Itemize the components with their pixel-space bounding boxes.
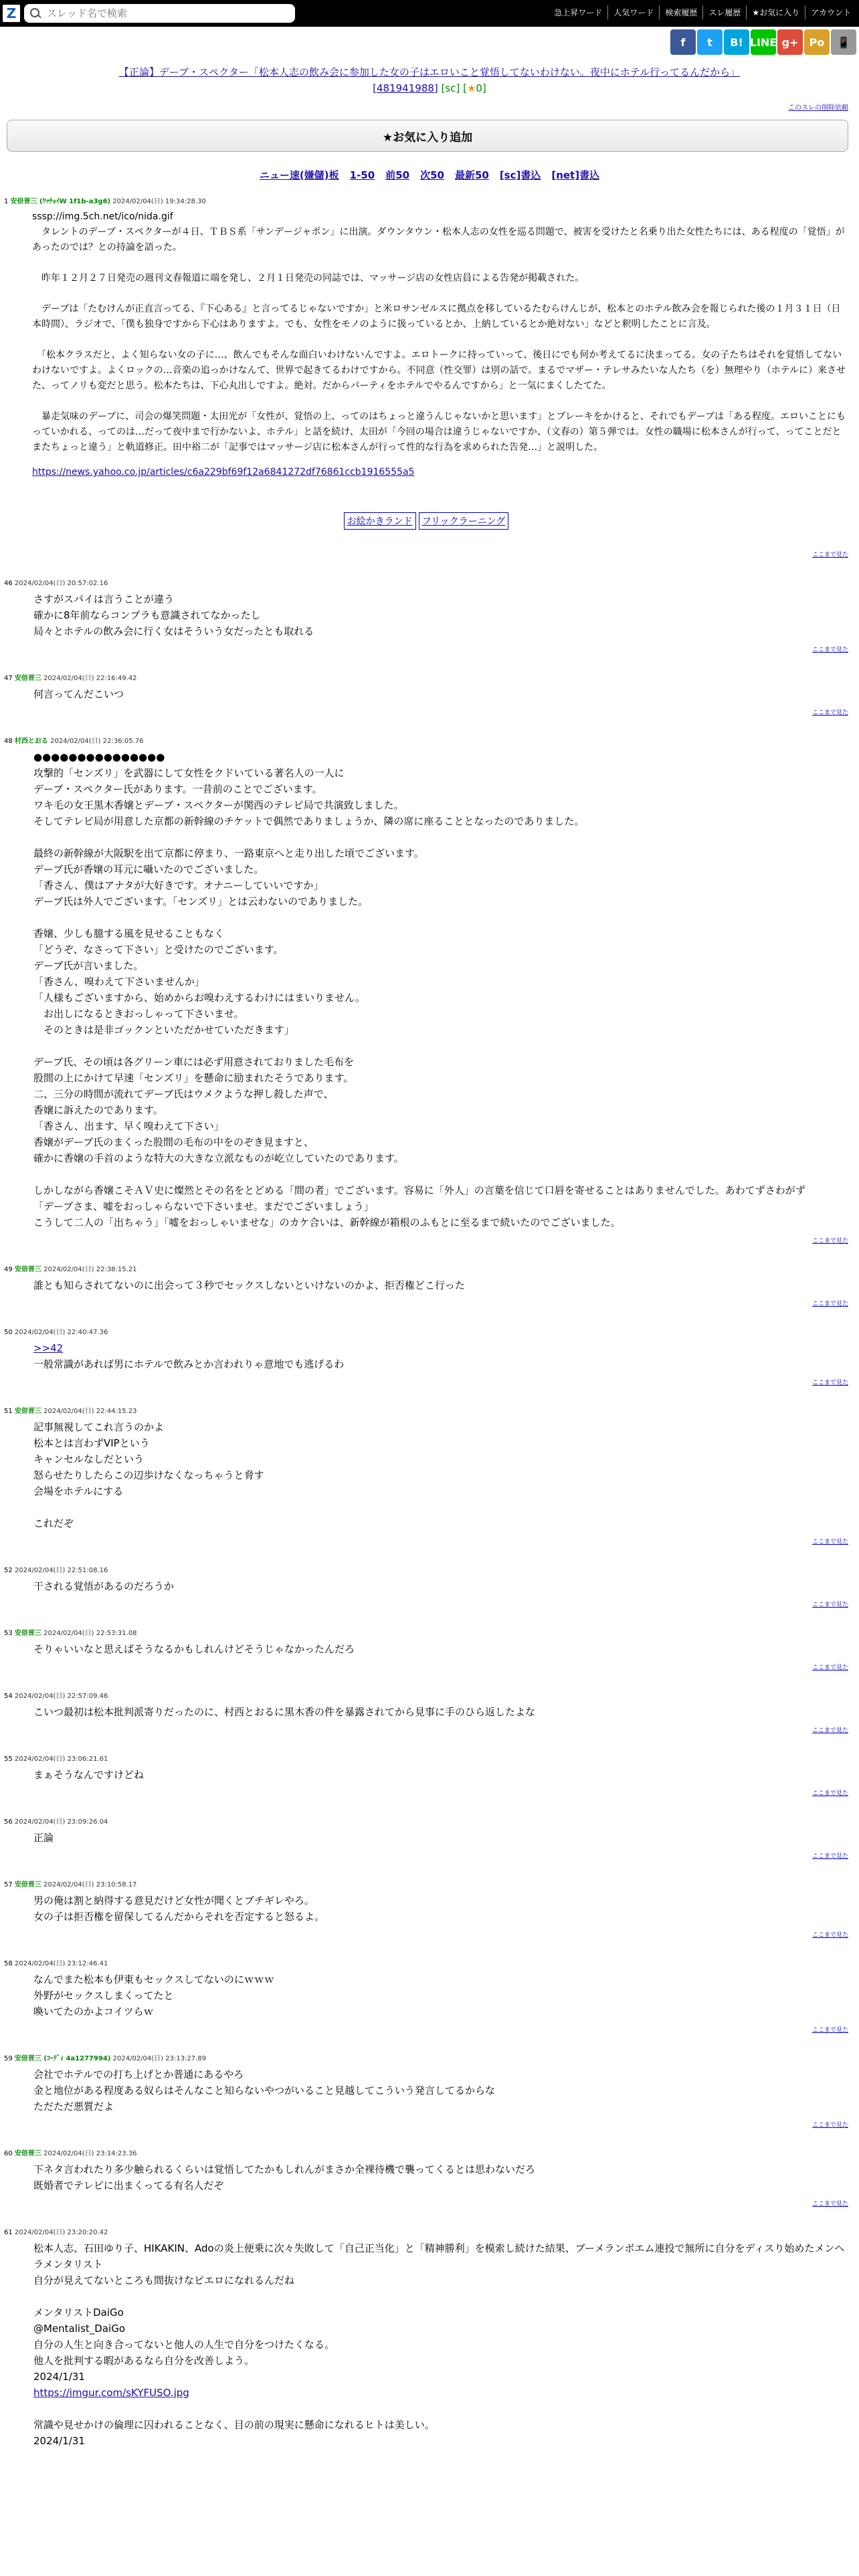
thread-title bbox=[40, 64, 819, 96]
post-date: 2024/02/04(日) 23:10:58.17 bbox=[43, 1881, 137, 1889]
sc-link[interactable]: [sc] bbox=[441, 82, 460, 94]
here-link[interactable]: ここまで見た bbox=[812, 552, 848, 558]
post-header bbox=[4, 1263, 848, 1273]
reply-anchor[interactable]: >>42 bbox=[33, 1342, 64, 1354]
post-body: さすがスパイは言うことが違う 確かに8年前ならコンプラも意識されてなかったし 局々とホテルの飲み会に行く女はそういう女だったとも取れる bbox=[33, 593, 314, 637]
nav-link[interactable]: 最新50 bbox=[454, 169, 489, 181]
post bbox=[4, 577, 848, 653]
here-marker bbox=[4, 645, 848, 653]
post bbox=[4, 1564, 848, 1608]
post-date: 2024/02/04(日) 23:14:23.36 bbox=[43, 2150, 137, 2157]
here-marker bbox=[4, 1600, 848, 1608]
nav-link[interactable]: ニュー速(嫌儲)板 bbox=[259, 169, 339, 181]
post-date: 2024/02/04(日) 22:51:08.16 bbox=[14, 1567, 108, 1574]
thread-id[interactable]: [481941988] bbox=[373, 82, 438, 94]
post-body: 誰とも知らされてないのに出会って３秒でセックスしないといけないのかよ、拒否権どこ行った bbox=[33, 1279, 465, 1291]
post-date: 2024/02/04(日) 22:44:15.23 bbox=[43, 1408, 137, 1415]
post-name: 安倍晋三 bbox=[14, 1630, 41, 1637]
post-number[interactable]: 60 bbox=[4, 2150, 13, 2157]
top-nav bbox=[549, 5, 856, 19]
top-bar bbox=[0, 0, 859, 27]
post-number[interactable]: 50 bbox=[4, 1329, 13, 1336]
here-marker bbox=[4, 2199, 848, 2208]
post-body: 会社でホテルでの打ち上げとか普通にあるやろ 金と地位がある程度ある奴らはそんなこと知らないやつがいること見越してこういう発言してるからな ただただ悪質だよ bbox=[33, 2068, 496, 2113]
post-number[interactable]: 58 bbox=[4, 1960, 13, 1967]
post-number[interactable]: 54 bbox=[4, 1693, 13, 1700]
post-body: 男の俺は割と納得する意見だけど女性が聞くとブチギレやろ。 女の子は拒否権を留保してるんだからそれを否定すると怒るよ。 bbox=[33, 1895, 325, 1923]
post bbox=[4, 1690, 848, 1734]
rate-open: [ bbox=[463, 82, 467, 94]
post bbox=[4, 1816, 848, 1860]
post-header bbox=[4, 1326, 848, 1336]
post-body: 何言ってんだこいつ bbox=[33, 688, 124, 700]
post-date: 2024/02/04(日) 23:20:20.42 bbox=[14, 2229, 108, 2236]
post-number[interactable]: 53 bbox=[4, 1630, 13, 1637]
post-date: 2024/02/04(日) 23:12:46.41 bbox=[14, 1960, 108, 1967]
top-nav-item[interactable]: 検索履歴 bbox=[659, 5, 702, 19]
here-marker bbox=[4, 1537, 848, 1545]
post-body: sssp://img.5ch.net/ico/nida.gif タレントのデーブ・スペクターが４日、ＴＢＳ系「サンデージャポン」に出演。ダウンタウン・松本人志の女性を巡る問題で、被害を受けたと名乗り出た女性たちには、ある程度の「覚悟」があったのでは？との持論を語った。 昨年１２月２７日発売の週刊文春報道に端を発し、２月１日発売の同誌では、マッサージ店の女性店員による告発が掲載された。 デーブは「たむけんが正直言ってる、『下心ある』と言ってるじゃないですか」と米ロサンゼルスに拠点を移しているたむらけんじが、松本とのホテル飲み会を報じられた後の１月３１日（日本時間）、ラジオで、「僕も独身ですから下心はありますよ。でも、女性をモノのように扱っているとか、上納しているとか絶対ない」などと釈明したことに言及。 「松本クラスだと、よく知らない女の子に…、飲んでもそんな面白いわけないんですよ。エロトークに持っていって、後日にでも何か考えてるに決まってる。女の子たちはそれを覚悟してないわけないですよ。よくロックの…音楽の追っかけなんて、世界で起きてるわけですから。不同意（性交罪）は別の話で。まるでマザー・テレサみたいな人たち（を）無理やり（ホテルに）来させた、ってノリも変だと思う。松本たちは、下心丸出しですよ。絶対。だからパーティをホテルでやるんですから」と一気にまくしたてた。 暴走気味のデーブに、司会の爆笑問題・太田光が「女性が、覚悟の上、ってのはちょっと違うんじゃないかと思います」とブレーキをかけると、それでもデーブは「ある程度。エロいことにもっていかれる、ってのは…だって夜中まで行かないよ、ホテル」と話を続け、太田が「今回の場合は違うじゃないですか、（文春の）第５弾では。女性の職場に松本さんが行って、ってことだとまたちょっと違う」と軌道修正。田中裕二が「記事ではマッサージ店に松本さんが行って性的な行為を求められた告発…」と説明した。 bbox=[32, 211, 846, 453]
post-body: 干される覚悟があるのだろうか bbox=[33, 1580, 175, 1592]
nav-link[interactable]: [net]書込 bbox=[551, 169, 600, 181]
here-link[interactable]: ここまで見た bbox=[812, 1238, 848, 1245]
delete-request-link[interactable]: このスレの削除依頼 bbox=[788, 104, 848, 112]
post-header bbox=[4, 1957, 848, 1967]
post bbox=[4, 1753, 848, 1797]
post-date: 2024/02/04(日) 22:57:09.46 bbox=[14, 1693, 108, 1700]
post-date: 2024/02/04(日) 22:38:15.21 bbox=[43, 1266, 137, 1273]
post-body: こいつ最初は松本批判派寄りだったのに、村西とおるに黒木香の件を暴露されてから見事に手のひら返したよな bbox=[33, 1706, 536, 1718]
share-button-icon[interactable]: f bbox=[670, 29, 696, 55]
post bbox=[4, 1263, 848, 1307]
post-date: 2024/02/04(日) 20:57:02.16 bbox=[14, 580, 108, 587]
nav-link[interactable]: 次50 bbox=[420, 169, 444, 181]
share-button-icon[interactable]: LINE bbox=[751, 29, 776, 55]
here-link[interactable]: ここまで見た bbox=[812, 1853, 848, 1860]
here-marker bbox=[4, 2120, 848, 2129]
here-link[interactable]: ここまで見た bbox=[812, 1727, 848, 1734]
post-header bbox=[4, 1405, 848, 1415]
post-header bbox=[4, 2226, 848, 2236]
top-nav-item[interactable]: スレ履歴 bbox=[702, 5, 746, 19]
here-link[interactable]: ここまで見た bbox=[812, 1665, 848, 1671]
post-body: >>42 一般常識があれば男にホテルで飲みとか言われりゃ意地でも逃げるわ bbox=[33, 1342, 345, 1370]
post-number[interactable]: 59 bbox=[4, 2055, 13, 2062]
post bbox=[4, 735, 848, 1245]
here-link[interactable]: ここまで見た bbox=[812, 1932, 848, 1939]
here-marker bbox=[4, 550, 848, 558]
share-button-icon[interactable]: t bbox=[697, 29, 723, 55]
here-link[interactable]: ここまで見た bbox=[812, 2027, 848, 2034]
share-button-icon[interactable]: Po bbox=[804, 29, 830, 55]
here-link[interactable]: ここまで見た bbox=[812, 2122, 848, 2129]
rate-close: ] bbox=[482, 82, 486, 94]
post-header bbox=[4, 195, 848, 205]
here-link[interactable]: ここまで見た bbox=[812, 710, 848, 716]
post-date: 2024/02/04(日) 23:09:26.04 bbox=[14, 1818, 108, 1826]
post-name: 安倍晋三 (ﾜｯﾁｮｲW 1f1b-a3g6) bbox=[10, 198, 111, 205]
post-name: 村西とおる bbox=[14, 738, 48, 745]
top-nav-item[interactable]: 急上昇ワード bbox=[554, 8, 603, 17]
search-icon bbox=[29, 7, 41, 19]
post bbox=[4, 1879, 848, 1939]
here-link[interactable]: ここまで見た bbox=[812, 1539, 848, 1545]
star-icon: ★ bbox=[466, 82, 476, 94]
here-link[interactable]: ここまで見た bbox=[812, 1602, 848, 1608]
thread-nav bbox=[0, 168, 859, 182]
post-header bbox=[4, 577, 848, 587]
ad-banner[interactable]: フリックラーニング bbox=[419, 512, 509, 530]
post-header bbox=[4, 1753, 848, 1763]
here-link[interactable]: ここまで見た bbox=[812, 2201, 848, 2208]
nav-link[interactable]: 1-50 bbox=[349, 169, 375, 181]
post-header bbox=[4, 1564, 848, 1574]
post bbox=[4, 1326, 848, 1386]
here-link[interactable]: ここまで見た bbox=[812, 647, 848, 653]
thread-title-link[interactable]: 【正論】デーブ・スペクター「松本人志の飲み会に参加した女の子はエロいこと覚悟してないわけない。夜中にホテル行ってるんだから」 bbox=[118, 66, 741, 78]
post-header bbox=[4, 1627, 848, 1637]
here-marker bbox=[4, 2025, 848, 2034]
share-buttons bbox=[0, 27, 859, 58]
post-date: 2024/02/04(日) 22:53:31.08 bbox=[43, 1630, 137, 1637]
search-box[interactable] bbox=[24, 4, 295, 23]
post-body: 正論 bbox=[33, 1832, 54, 1844]
post-date: 2024/02/04(日) 19:34:28.30 bbox=[112, 198, 206, 205]
post-header bbox=[4, 1690, 848, 1700]
top-nav-item[interactable]: ★お気に入り bbox=[746, 5, 805, 19]
here-marker bbox=[4, 1236, 848, 1245]
post-body: なんでまた松本も伊東もセックスしてないのにｗｗｗ 外野がセックスしまくってたと 喚いてたのかよコイツらｗ bbox=[33, 1973, 274, 2018]
post-body: 記事無視してこれ言うのかよ 松本とは言わずVIPという キャンセルなしだという 怒らせたりしたらこの辺歩けなくなっちゃうと脅す 会場をホテルにする これだぞ bbox=[33, 1421, 264, 1529]
here-marker bbox=[4, 1725, 848, 1734]
post-date: 2024/02/04(日) 23:13:27.89 bbox=[112, 2055, 207, 2062]
post-date: 2024/02/04(日) 23:06:21.61 bbox=[14, 1755, 108, 1763]
search-input[interactable] bbox=[45, 7, 289, 20]
ad-row bbox=[4, 512, 848, 530]
post-date: 2024/02/04(日) 22:16:49.42 bbox=[43, 675, 137, 682]
post-number[interactable]: 57 bbox=[4, 1881, 13, 1889]
here-link[interactable]: ここまで見た bbox=[812, 1790, 848, 1797]
here-marker bbox=[4, 1788, 848, 1797]
post bbox=[4, 1405, 848, 1545]
post-name: 安倍晋三 (ｺｰﾃﾞｨ 4a1277994) bbox=[14, 2055, 111, 2062]
post-name: 安倍晋三 bbox=[14, 675, 41, 682]
here-marker bbox=[4, 1662, 848, 1671]
post-number[interactable]: 61 bbox=[4, 2229, 13, 2236]
post bbox=[4, 672, 848, 716]
post-number[interactable]: 46 bbox=[4, 580, 13, 587]
post-name: 安倍晋三 bbox=[14, 1408, 41, 1415]
post-name: 安倍晋三 bbox=[14, 2150, 41, 2157]
post-date: 2024/02/04(日) 22:40:47.36 bbox=[14, 1329, 108, 1336]
favorite-button[interactable]: ★お気に入り追加 bbox=[7, 120, 848, 152]
nav-link[interactable]: 前50 bbox=[385, 169, 410, 181]
post-list bbox=[0, 550, 859, 2449]
post-header bbox=[4, 1879, 848, 1889]
post-number[interactable]: 55 bbox=[4, 1755, 13, 1763]
post-body: 松本人志、石田ゆり子、HIKAKIN、Adoの炎上便乗に次々失敗して「自己正当化」と「精神勝利」を模索し続けた結果、ブーメランボエム連投で無所に自分をディスり始めたメンヘラメンタリスト 自分が見えてないところも間抜けなピエロになれるんだね メンタリストDaiGo @Mentalist_DaiGo 自分の人生と向き合ってないと他人の人生で自分をつけたくなる。 他人を批判する暇があるなら自分を改善しよう。 2024/1/31 https://imgur.com/sKYFUSO.jpg 常識や見せかけの倫理に囚われることなく、目の前の現実に懸命になれるヒトは美しい。 2024/1/31 bbox=[33, 2242, 845, 2447]
post-name: 安倍晋三 bbox=[14, 1881, 41, 1889]
site-logo[interactable]: Z bbox=[3, 5, 20, 22]
image-link[interactable]: https://imgur.com/sKYFUSO.jpg bbox=[33, 2387, 189, 2399]
nav-link[interactable]: [sc]書込 bbox=[499, 169, 541, 181]
post-number[interactable]: 52 bbox=[4, 1567, 13, 1574]
here-marker bbox=[4, 708, 848, 716]
share-button-icon[interactable]: 📱 bbox=[831, 29, 856, 55]
article-link[interactable]: https://news.yahoo.co.jp/articles/c6a229bf69f12a6841272df76861ccb1916555a5 bbox=[32, 467, 415, 477]
post-body: ●●●●●●●●●●●●●●● 攻撃的「センズリ」を武器にして女性をクドいている著名人の一人に デーブ・スペクター氏があります。一昔前のことでございます。 ワキ毛の女王黒木香嬢とデーブ・スペクターが関西のテレビ局で共演致しました。 そしてテレビ局が用意した京都の新幹線のチケットで偶然でありましょうか、隣の席に座ることとなったのでありました。 最終の新幹線が大阪駅を出て京都に停まり、一路東京へと走り出した頃でございます。 デーブ氏が香嬢の耳元に囁いたのでございました。 「香さん、僕はアナタが大好きです。オナニーしていいですか」 デーブ氏は外人でございます。「センズリ」とは云わないのでありました。 香嬢、少しも臆する風を見せることもなく 「どうぞ、なさって下さい」と受けたのでございます。 デーブ氏が言いました。 「香さん、嗅わえて下さいませんか」 「人様もございますから、始めからお嗅わえするわけにはまいりません。 お出しになるときおっしゃって下さいませ。 そのときは是非ゴックンといただかせていただきます」 デーブ氏、その頃は各グリーン車には必ず用意されておりました毛布を 股間の上にかけて早速「センズリ」を懸命に励まれたそうであります。 二、三分の時間が流れてデーブ氏はウメクような押し殺した声で、 香嬢に訴えたのであります。 「香さん、出ます、早く嗅わえて下さい」 香嬢がデーブ氏のまくった股間の毛布の中をのぞき見ますと、 確かに香嬢の手首のような特大の大きな立派なものが屹立していたのであります。 しかしながら香嬢こそＡＶ史に燦然とその名をとどめる「間の者」でございます。容易に「外人」の言葉を信じて口唇を寄せることはありませんでした。あわてずさわがず 「デーブさま、嘘をおっしゃらないで下さいませ。まだでございましょう」 こうして二人の「出ちゃう」「嘘をおっしゃいませな」のカケ合いは、新幹線が箱根のふもとに至るまで続いたのでございました。 bbox=[33, 751, 805, 1228]
post-body: まぁそうなんですけどね bbox=[33, 1769, 145, 1781]
post-header bbox=[4, 735, 848, 745]
share-button-icon[interactable]: B! bbox=[724, 29, 749, 55]
post-header bbox=[4, 1816, 848, 1826]
post-body: 下ネタ言われたり多少触られるくらいは覚悟してたかもしれんがまさか全裸待機で襲ってくるとは思わないだろ 既婚者でテレビに出まくってる有名人だぞ bbox=[33, 2163, 536, 2191]
post-number[interactable]: 47 bbox=[4, 675, 13, 682]
post-name: 安倍晋三 bbox=[14, 1266, 41, 1273]
post-header bbox=[4, 2052, 848, 2062]
top-nav-item[interactable]: 人気ワード bbox=[607, 5, 659, 19]
post bbox=[4, 2226, 848, 2449]
here-marker bbox=[4, 1378, 848, 1386]
post bbox=[4, 2147, 848, 2208]
post-header bbox=[4, 2147, 848, 2157]
top-nav-item[interactable]: アカウント bbox=[805, 5, 856, 19]
post bbox=[4, 2052, 848, 2129]
post-number[interactable]: 51 bbox=[4, 1408, 13, 1415]
post-number[interactable]: 49 bbox=[4, 1266, 13, 1273]
post-date: 2024/02/04(日) 22:36:05.76 bbox=[50, 738, 144, 745]
op-post bbox=[4, 195, 848, 530]
here-link[interactable]: ここまで見た bbox=[812, 1380, 848, 1386]
post-header bbox=[4, 672, 848, 682]
ad-banner[interactable]: お絵かきランド bbox=[344, 512, 416, 530]
rate-num: 0 bbox=[476, 82, 482, 94]
here-marker bbox=[4, 1851, 848, 1860]
post-number[interactable]: 48 bbox=[4, 738, 13, 745]
here-marker bbox=[4, 1299, 848, 1307]
post bbox=[4, 1957, 848, 2034]
here-marker bbox=[4, 1930, 848, 1939]
share-button-icon[interactable]: g+ bbox=[777, 29, 803, 55]
post-number[interactable]: 56 bbox=[4, 1818, 13, 1826]
post-number[interactable]: 1 bbox=[4, 198, 9, 205]
post-body: そりゃいいなと思えばそうなるかもしれんけどそうじゃなかったんだろ bbox=[33, 1643, 355, 1655]
here-link[interactable]: ここまで見た bbox=[812, 1301, 848, 1307]
post bbox=[4, 1627, 848, 1671]
